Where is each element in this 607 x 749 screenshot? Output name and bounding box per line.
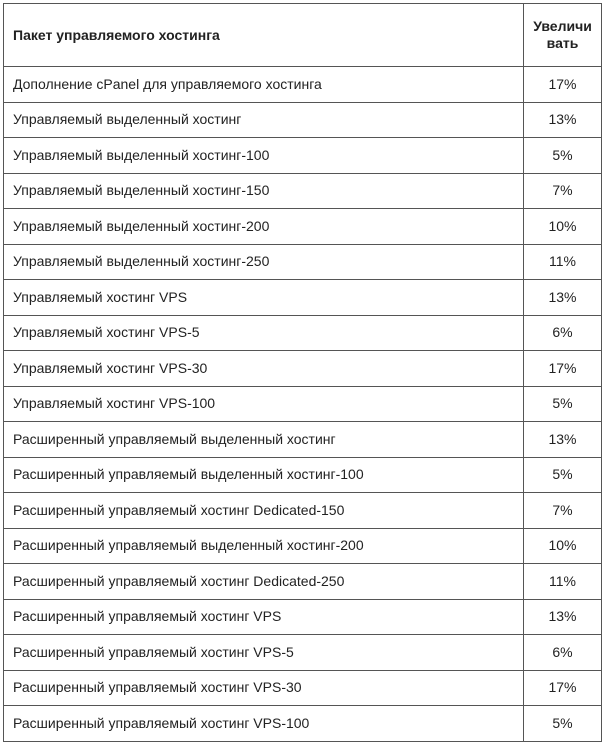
table-row bbox=[4, 138, 602, 174]
table-row bbox=[4, 386, 602, 422]
package-cell: Управляемый выделенный хостинг-250 bbox=[4, 244, 524, 280]
package-cell: Расширенный управляемый выделенный хостинг bbox=[4, 422, 524, 458]
package-cell: Расширенный управляемый выделенный хостинг-200 bbox=[4, 528, 524, 564]
table-row bbox=[4, 422, 602, 458]
column-header-increase bbox=[524, 4, 602, 67]
package-cell: Расширенный управляемый выделенный хостинг-100 bbox=[4, 457, 524, 493]
increase-cell: 5% bbox=[524, 706, 602, 742]
table-row bbox=[4, 670, 602, 706]
increase-cell: 10% bbox=[524, 528, 602, 564]
increase-cell: 5% bbox=[524, 457, 602, 493]
increase-cell: 6% bbox=[524, 635, 602, 671]
table-row bbox=[4, 599, 602, 635]
increase-cell: 7% bbox=[524, 493, 602, 529]
package-cell: Управляемый выделенный хостинг-200 bbox=[4, 209, 524, 245]
increase-cell: 13% bbox=[524, 599, 602, 635]
column-header-package: Пакет управляемого хостинга bbox=[4, 4, 524, 67]
table-container bbox=[3, 3, 602, 742]
table-row bbox=[4, 528, 602, 564]
table-row bbox=[4, 635, 602, 671]
table-row bbox=[4, 244, 602, 280]
package-cell: Управляемый хостинг VPS bbox=[4, 280, 524, 316]
table-row bbox=[4, 173, 602, 209]
increase-cell: 11% bbox=[524, 244, 602, 280]
package-cell: Расширенный управляемый хостинг Dedicated-250 bbox=[4, 564, 524, 600]
increase-cell: 7% bbox=[524, 173, 602, 209]
increase-cell: 17% bbox=[524, 67, 602, 103]
increase-cell: 5% bbox=[524, 138, 602, 174]
increase-cell: 5% bbox=[524, 386, 602, 422]
column-header-increase-line1: Увеличи bbox=[533, 18, 592, 34]
table-row bbox=[4, 493, 602, 529]
package-cell: Управляемый выделенный хостинг-150 bbox=[4, 173, 524, 209]
increase-cell: 17% bbox=[524, 670, 602, 706]
increase-cell: 13% bbox=[524, 102, 602, 138]
package-cell: Расширенный управляемый хостинг VPS-5 bbox=[4, 635, 524, 671]
increase-cell: 17% bbox=[524, 351, 602, 387]
table-row bbox=[4, 209, 602, 245]
package-cell: Управляемый хостинг VPS-5 bbox=[4, 315, 524, 351]
package-cell: Дополнение cPanel для управляемого хостинга bbox=[4, 67, 524, 103]
package-cell: Расширенный управляемый хостинг VPS-100 bbox=[4, 706, 524, 742]
package-cell: Расширенный управляемый хостинг VPS bbox=[4, 599, 524, 635]
package-cell: Управляемый выделенный хостинг bbox=[4, 102, 524, 138]
table-row bbox=[4, 564, 602, 600]
increase-cell: 13% bbox=[524, 280, 602, 316]
table-row bbox=[4, 457, 602, 493]
table-row bbox=[4, 67, 602, 103]
increase-cell: 10% bbox=[524, 209, 602, 245]
increase-cell: 6% bbox=[524, 315, 602, 351]
increase-cell: 11% bbox=[524, 564, 602, 600]
header-row bbox=[4, 4, 602, 67]
package-cell: Расширенный управляемый хостинг Dedicated-150 bbox=[4, 493, 524, 529]
table-row bbox=[4, 102, 602, 138]
column-header-increase-line2: вать bbox=[546, 35, 579, 51]
table-body bbox=[4, 67, 602, 742]
table-header bbox=[4, 4, 602, 67]
table-row bbox=[4, 280, 602, 316]
package-cell: Управляемый хостинг VPS-100 bbox=[4, 386, 524, 422]
package-cell: Расширенный управляемый хостинг VPS-30 bbox=[4, 670, 524, 706]
table-row bbox=[4, 706, 602, 742]
increase-cell: 13% bbox=[524, 422, 602, 458]
table-row bbox=[4, 351, 602, 387]
hosting-price-increase-table bbox=[3, 3, 602, 742]
table-row bbox=[4, 315, 602, 351]
package-cell: Управляемый выделенный хостинг-100 bbox=[4, 138, 524, 174]
package-cell: Управляемый хостинг VPS-30 bbox=[4, 351, 524, 387]
